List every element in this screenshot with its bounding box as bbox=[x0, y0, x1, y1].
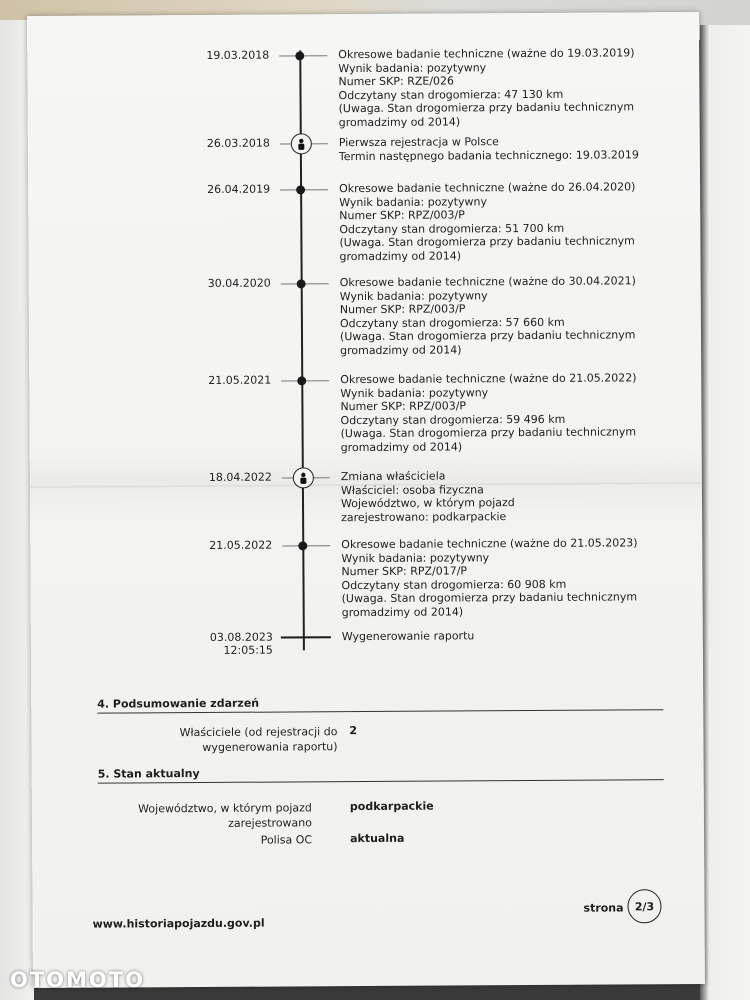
event-line: Wynik badania: pozytywny bbox=[341, 550, 490, 565]
event-line: Odczytany stan drogomierza: 60 908 km bbox=[341, 577, 567, 592]
person-icon bbox=[293, 467, 314, 488]
event-line: Numer SKP: RPZ/003/P bbox=[339, 302, 466, 317]
event-description bbox=[339, 134, 694, 163]
event-line: (Uwaga. Stan drogomierza przy badaniu technicznym bbox=[339, 328, 636, 344]
person-icon bbox=[291, 133, 312, 154]
insurance-label: Polisa OC bbox=[260, 833, 313, 847]
event-line: Wynik badania: pozytywny bbox=[339, 194, 488, 209]
event-description bbox=[340, 274, 695, 358]
event-line: zarejestrowano: podkarpackie bbox=[341, 509, 507, 524]
event-line: Numer SKP: RPZ/003/P bbox=[339, 208, 465, 223]
timeline-event bbox=[30, 468, 702, 524]
event-line: Wynik badania: pozytywny bbox=[339, 288, 488, 303]
event-date: 21.05.2021 bbox=[208, 373, 272, 387]
footer-page-number: 2/3 bbox=[627, 889, 661, 923]
footer-page-label: strona bbox=[583, 901, 624, 915]
event-line: gromadzimy od 2014) bbox=[341, 605, 464, 620]
event-date: 26.04.2019 bbox=[207, 182, 271, 196]
event-line: Odczytany stan drogomierza: 57 660 km bbox=[339, 315, 565, 330]
event-line: gromadzimy od 2014) bbox=[338, 115, 461, 130]
event-date: 19.03.2018 bbox=[206, 48, 270, 62]
event-line: gromadzimy od 2014) bbox=[340, 343, 462, 358]
event-line: Właściciel: osoba fizyczna bbox=[340, 482, 484, 497]
event-dot-marker bbox=[296, 185, 305, 194]
section-summary-title: 4. Podsumowanie zdarzeń bbox=[97, 696, 260, 711]
event-date: 30.04.2020 bbox=[207, 276, 271, 290]
event-line: Wygenerowanie raportu bbox=[341, 629, 475, 644]
timeline-event bbox=[31, 628, 703, 657]
event-dot-marker bbox=[298, 541, 307, 550]
event-line: Okresowe badanie techniczne (ważne do 19.03.2019) bbox=[338, 46, 635, 62]
timeline-event bbox=[29, 371, 701, 455]
event-line: Numer SKP: RZE/026 bbox=[338, 74, 455, 89]
event-description bbox=[342, 628, 697, 644]
event-line: gromadzimy od 2014) bbox=[339, 249, 462, 264]
owners-value: 2 bbox=[349, 724, 358, 738]
otomoto-watermark: OTOMOTO bbox=[10, 968, 145, 992]
event-line: (Uwaga. Stan drogomierza przy badaniu technicznym bbox=[338, 100, 635, 116]
event-line: Wynik badania: pozytywny bbox=[338, 60, 487, 75]
insurance-value: aktualna bbox=[350, 831, 405, 846]
event-description bbox=[339, 180, 694, 264]
event-line: Numer SKP: RPZ/017/P bbox=[341, 564, 468, 579]
timeline-end-bar bbox=[281, 636, 331, 638]
event-line: Okresowe badanie techniczne (ważne do 26.04.2020) bbox=[339, 180, 636, 196]
event-time: 12:05:15 bbox=[223, 643, 273, 657]
background-right-sheet bbox=[700, 25, 750, 1000]
event-date: 18.04.2022 bbox=[208, 470, 272, 484]
event-line: Pierwsza rejestracja w Polsce bbox=[338, 135, 499, 150]
event-date: 21.05.2022 bbox=[209, 538, 273, 552]
event-dot-marker bbox=[295, 51, 304, 60]
event-line: Okresowe badanie techniczne (ważne do 21.05.2022) bbox=[340, 371, 637, 387]
owners-label: Właściciele (od rejestracji do wygenerowania raportu) bbox=[179, 725, 338, 755]
event-line: (Uwaga. Stan drogomierza przy badaniu technicznym bbox=[341, 590, 638, 606]
event-description bbox=[340, 371, 695, 455]
timeline-event bbox=[28, 134, 700, 163]
timeline-event bbox=[29, 274, 701, 358]
event-line: Numer SKP: RPZ/003/P bbox=[340, 399, 467, 414]
event-line: Odczytany stan drogomierza: 47 130 km bbox=[338, 87, 564, 102]
event-description bbox=[341, 536, 696, 620]
event-date: 26.03.2018 bbox=[206, 136, 270, 150]
event-line: (Uwaga. Stan drogomierza przy badaniu technicznym bbox=[339, 234, 635, 250]
footer-url: www.historiapojazdu.gov.pl bbox=[92, 916, 265, 931]
report-page bbox=[27, 12, 705, 988]
timeline-event bbox=[28, 180, 700, 264]
event-line: Okresowe badanie techniczne (ważne do 30.04.2021) bbox=[339, 274, 636, 290]
event-line: (Uwaga. Stan drogomierza przy badaniu technicznym bbox=[340, 425, 637, 441]
event-line: Okresowe badanie techniczne (ważne do 21.05.2023) bbox=[341, 536, 638, 552]
timeline-event bbox=[27, 46, 699, 130]
event-line: Odczytany stan drogomierza: 59 496 km bbox=[340, 412, 566, 427]
event-line: Województwo, w którym pojazd bbox=[340, 496, 515, 511]
event-line: Wynik badania: pozytywny bbox=[340, 385, 489, 400]
timeline-event bbox=[30, 536, 702, 620]
event-description bbox=[338, 46, 693, 130]
event-line: Odczytany stan drogomierza: 51 700 km bbox=[339, 221, 565, 236]
event-dot-marker bbox=[297, 279, 306, 288]
event-description bbox=[341, 468, 696, 525]
event-dot-marker bbox=[297, 376, 306, 385]
event-line: gromadzimy od 2014) bbox=[340, 440, 463, 455]
region-label: Województwo, w którym pojazd zarejestrowano bbox=[138, 801, 313, 830]
event-line: Zmiana właściciela bbox=[340, 469, 446, 484]
region-value: podkarpackie bbox=[349, 799, 434, 814]
event-line: Termin następnego badania technicznego: 19.03.2019 bbox=[338, 147, 639, 163]
section-status-title: 5. Stan aktualny bbox=[97, 767, 200, 781]
event-date: 03.08.2023 12:05:15 bbox=[181, 631, 273, 658]
